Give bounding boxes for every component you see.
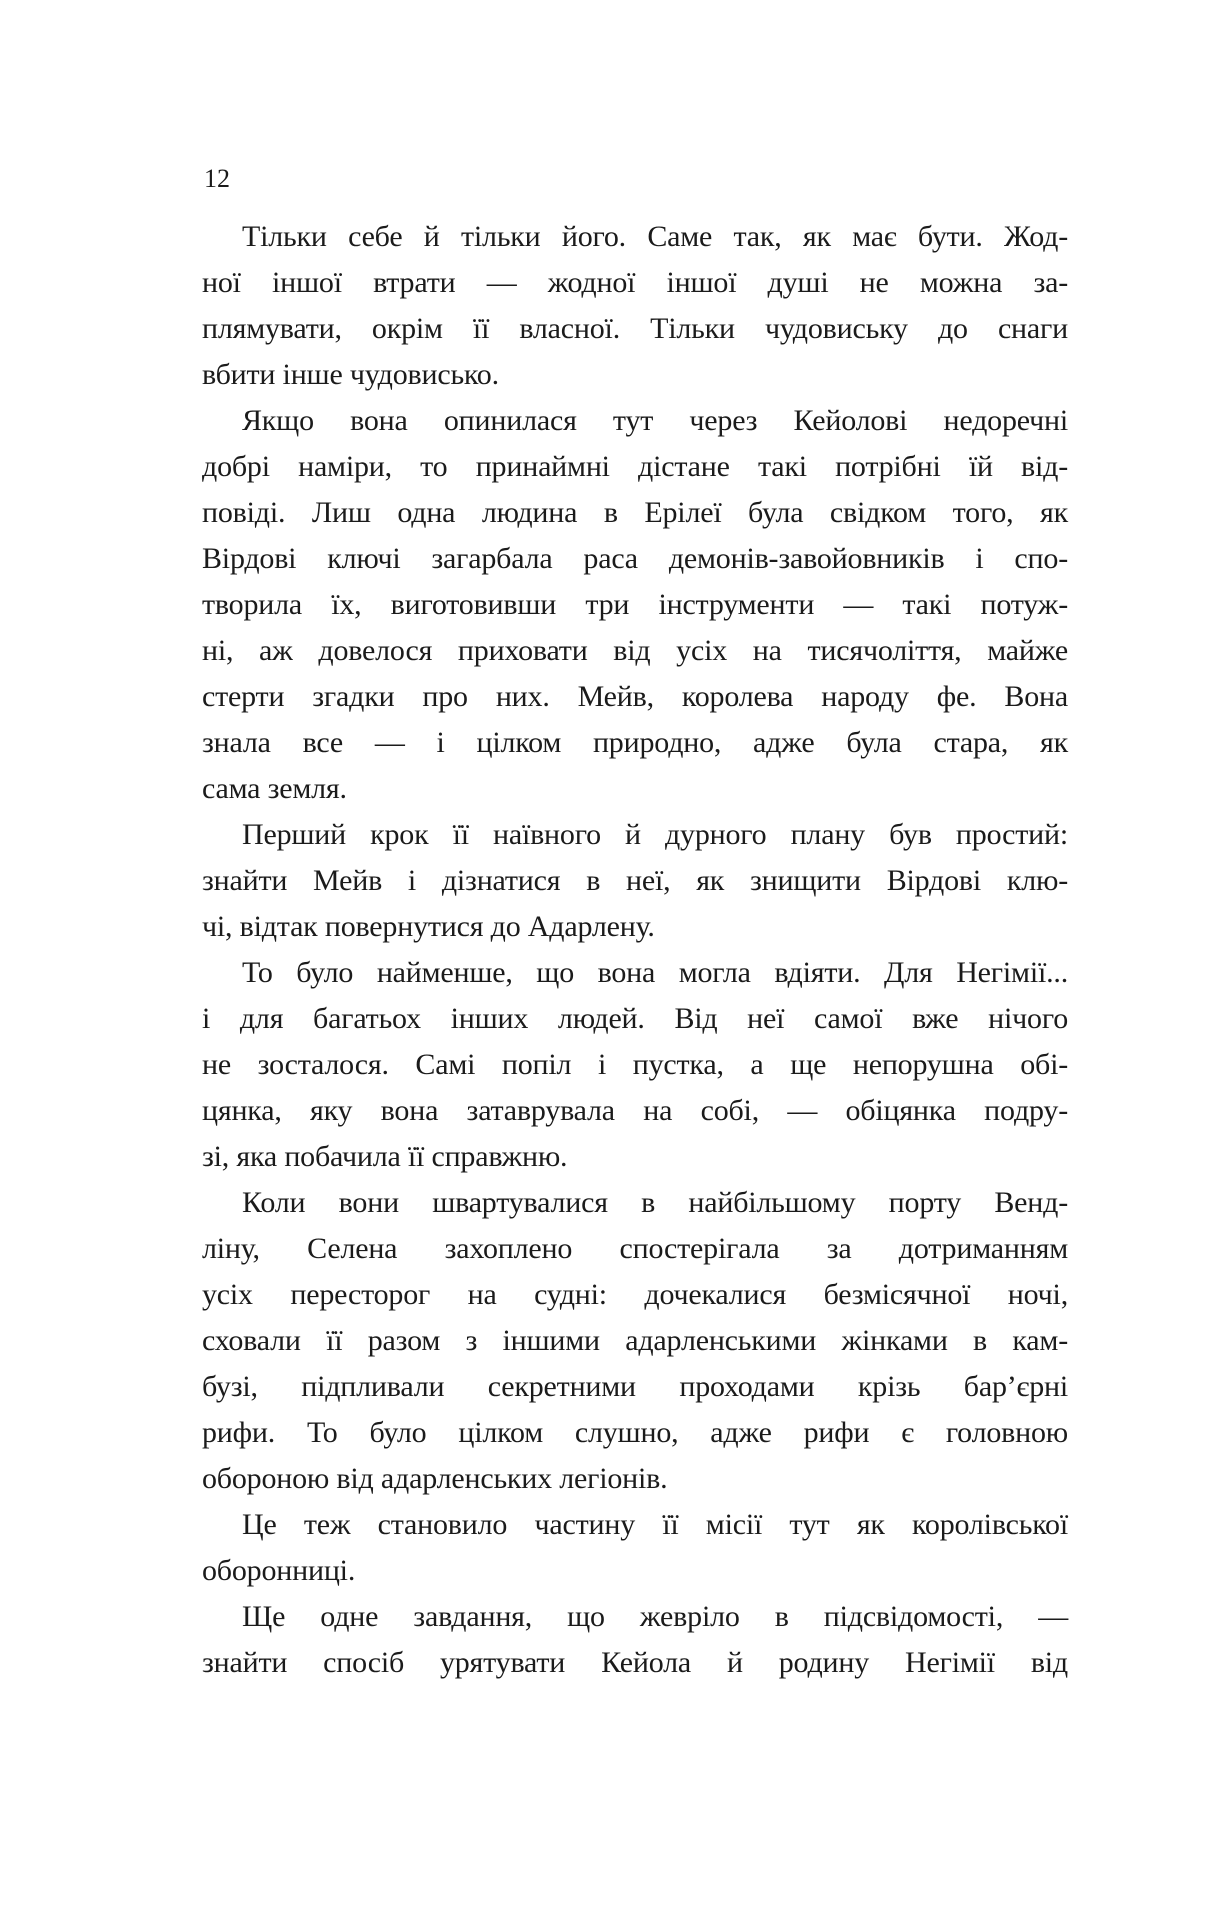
text-line: Ще одне завдання, що жевріло в підсвідомості, — xyxy=(242,1600,1068,1633)
paragraph xyxy=(202,1180,1068,1502)
text-line: ліну, Селена захоплено спостерігала за дотриманням xyxy=(202,1232,1068,1265)
paragraph xyxy=(202,950,1068,1180)
text-line: стерти згадки про них. Мейв, королева народу фе. Вона xyxy=(202,680,1068,713)
text-line: цянка, яку вона затаврувала на собі, — обіцянка подру- xyxy=(202,1094,1068,1127)
text-line: Це теж становило частину її місії тут як королівської xyxy=(242,1508,1068,1541)
text-line: оборонниці. xyxy=(202,1554,356,1587)
paragraph xyxy=(202,398,1068,812)
text-line: сама земля. xyxy=(202,772,347,805)
text-line: усіх пересторог на судні: дочекалися безмісячної ночі, xyxy=(202,1278,1068,1311)
text-line: плямувати, окрім її власної. Тільки чудовиську до снаги xyxy=(202,312,1068,345)
text-line: Тільки себе й тільки його. Саме так, як має бути. Жод- xyxy=(242,220,1068,253)
page-number: 12 xyxy=(204,164,230,193)
text-line: не зосталося. Самі попіл і пустка, а ще непорушна обі- xyxy=(202,1048,1068,1081)
text-line: Перший крок її наївного й дурного плану був простий: xyxy=(242,818,1068,851)
text-line: Якщо вона опинилася тут через Кейолові недоречні xyxy=(242,404,1068,437)
text-line: вбити інше чудовисько. xyxy=(202,358,499,391)
paragraph xyxy=(202,214,1068,398)
text-line: Коли вони швартувалися в найбільшому порту Венд- xyxy=(242,1186,1068,1219)
text-line: зі, яка побачила її справжню. xyxy=(202,1140,568,1173)
text-line: творила їх, виготовивши три інструменти — такі потуж- xyxy=(202,588,1068,621)
text-line: Вірдові ключі загарбала раса демонів-завойовників і спо- xyxy=(202,542,1068,575)
text-line: ні, аж довелося приховати від усіх на тисячоліття, майже xyxy=(202,634,1068,667)
paragraph xyxy=(202,1502,1068,1594)
text-line: обороною від адарленських легіонів. xyxy=(202,1462,668,1495)
text-line: бузі, підпливали секретними проходами крізь бар’єрні xyxy=(202,1370,1068,1403)
paragraph xyxy=(202,1594,1068,1686)
text-line: знала все — і цілком природно, адже була стара, як xyxy=(202,726,1068,759)
text-line: рифи. То було цілком слушно, адже рифи є головною xyxy=(202,1416,1068,1449)
text-line: чі, відтак повернутися до Адарлену. xyxy=(202,910,655,943)
text-line: повіді. Лиш одна людина в Ерілеї була свідком того, як xyxy=(202,496,1068,529)
text-line: сховали її разом з іншими адарленськими жінками в кам- xyxy=(202,1324,1068,1357)
paragraph xyxy=(202,812,1068,950)
text-line: ної іншої втрати — жодної іншої душі не можна за- xyxy=(202,266,1068,299)
text-block xyxy=(202,214,1068,1686)
text-line: То було найменше, що вона могла вдіяти. Для Негімії... xyxy=(242,956,1068,989)
text-line: і для багатьох інших людей. Від неї самої вже нічого xyxy=(202,1002,1068,1035)
text-line: добрі наміри, то принаймні дістане такі потрібні їй від- xyxy=(202,450,1068,483)
text-line: знайти спосіб урятувати Кейола й родину Негімії від xyxy=(202,1646,1068,1679)
text-line: знайти Мейв і дізнатися в неї, як знищити Вірдові клю- xyxy=(202,864,1068,897)
